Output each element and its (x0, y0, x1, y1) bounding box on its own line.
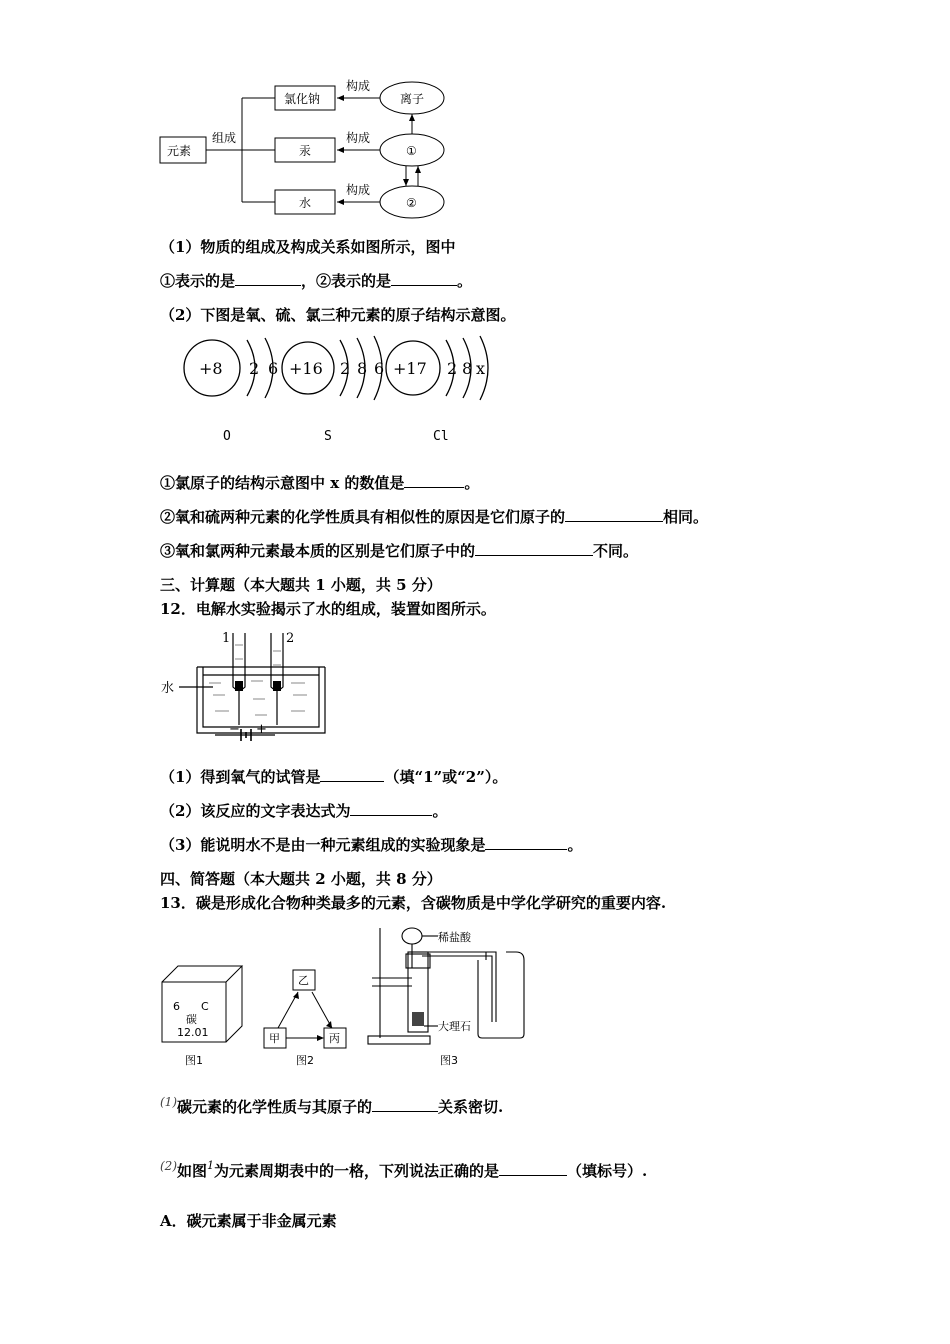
q12-part2-text: （2）该反应的文字表达式为 (160, 802, 351, 820)
q2-blank-2[interactable] (565, 507, 663, 522)
q2-sub2 (160, 506, 708, 527)
tube-2-label: 2 (286, 631, 295, 646)
q13-part2-sup: 1 (207, 1159, 215, 1172)
q1-part1-end: 。 (457, 272, 473, 290)
construct-label-2: 构成 (346, 131, 371, 145)
q13-part1-text: 碳元素的化学性质与其原子的 (177, 1098, 373, 1116)
figure-2-transformation (258, 960, 358, 1070)
delivery-tube (422, 952, 496, 1022)
ion-label: 离子 (400, 92, 425, 106)
water-label: 水 (299, 196, 312, 210)
stand-base (368, 1036, 430, 1044)
node-bing-label: 丙 (329, 1032, 340, 1045)
cell-element-name: 碳 (186, 1013, 197, 1026)
acid-label: 稀盐酸 (438, 931, 471, 944)
compose-label: 组成 (212, 131, 237, 145)
particle-2-label: ② (406, 196, 417, 210)
battery-minus-label: − (229, 722, 240, 737)
q12-blank-1[interactable] (320, 767, 384, 782)
q1-part1-a: ①表示的是 (160, 272, 236, 290)
water-label: 水 (161, 681, 175, 696)
marble-pieces (412, 1012, 424, 1026)
sodium-chloride-label: 氯化钠 (284, 92, 321, 106)
funnel-bulb (402, 928, 422, 944)
collection-bottle (478, 952, 524, 1038)
particle-1-label: ① (406, 144, 417, 158)
q13-part2-end: （填标号）. (567, 1162, 648, 1180)
marble-label: 大理石 (438, 1020, 471, 1033)
q12-part2-end: 。 (432, 802, 448, 820)
q1-part1-intro: （1）物质的组成及构成关系如图所示，图中 (160, 238, 456, 256)
q12-part1 (160, 766, 507, 787)
chlorine-shell-1-count: 2 (447, 359, 458, 378)
q12-part1-text: （1）得到氧气的试管是 (160, 768, 321, 786)
oxygen-symbol: O (223, 429, 231, 444)
section-3-heading: 三、计算题（本大题共 1 小题，共 5 分） (160, 576, 442, 594)
q13-option-a[interactable]: A．碳元素属于非金属元素 (160, 1212, 337, 1230)
oxygen-shell-2-count: 6 (268, 359, 279, 378)
cell-atomic-mass: 12.01 (177, 1026, 209, 1039)
q13-title: 13．碳是形成化合物种类最多的元素，含碳物质是中学化学研究的重要内容. (160, 894, 667, 912)
oxygen-nucleus-charge: +8 (199, 359, 223, 378)
construct-label-1: 构成 (346, 79, 371, 93)
electrode-1 (235, 681, 243, 691)
element-label: 元素 (167, 144, 192, 158)
q2-sub2-text: ②氧和硫两种元素的化学性质具有相似性的原因是它们原子的 (160, 508, 566, 526)
composition-diagram (150, 70, 470, 230)
chlorine-nucleus-charge: +17 (393, 359, 427, 378)
q2-sub1-text: ①氯原子的结构示意图中 x 的数值是 (160, 474, 405, 492)
q12-part3-end: 。 (567, 836, 583, 854)
electrolysis-apparatus (155, 625, 335, 743)
inner-trough (203, 667, 319, 727)
q13-part2-text: 如图 (177, 1162, 208, 1180)
atomic-structure-diagrams (175, 332, 515, 452)
q1-part1-b: ，②表示的是 (301, 272, 392, 290)
q1-part2: （2）下图是氧、硫、氯三种元素的原子结构示意图。 (160, 306, 516, 324)
figure-1-periodic-cell (155, 960, 245, 1070)
battery-plus-label: + (256, 722, 267, 737)
q13-blank-1[interactable] (372, 1097, 438, 1112)
figure-2-caption: 图2 (296, 1054, 314, 1067)
sulfur-shell-1-count: 2 (340, 359, 351, 378)
q13-part1-number: (1) (160, 1095, 177, 1109)
q12-title: 12．电解水实验揭示了水的组成，装置如图所示。 (160, 600, 496, 618)
figure-3-caption: 图3 (440, 1054, 458, 1067)
q12-blank-3[interactable] (485, 835, 567, 850)
q12-part3 (160, 834, 582, 855)
q2-blank-3[interactable] (475, 541, 593, 556)
mercury-label: 汞 (299, 144, 312, 158)
q13-part1 (160, 1096, 503, 1117)
section-4-heading: 四、简答题（本大题共 2 小题，共 8 分） (160, 870, 442, 888)
q13-part1-end: 关系密切. (438, 1098, 504, 1116)
q2-sub3-end: 不同。 (593, 542, 639, 560)
figure-1-caption: 图1 (185, 1054, 203, 1067)
q1-blank-2[interactable] (391, 271, 457, 286)
sulfur-shell-2-count: 8 (357, 359, 368, 378)
q2-sub2-end: 相同。 (663, 508, 709, 526)
electrode-2 (273, 681, 281, 691)
q2-sub1 (160, 472, 479, 493)
q12-blank-2[interactable] (350, 801, 432, 816)
q2-sub3-text: ③氧和氯两种元素最本质的区别是它们原子中的 (160, 542, 476, 560)
q2-sub3 (160, 540, 638, 561)
oxygen-shell-1-count: 2 (249, 359, 260, 378)
q12-part3-text: （3）能说明水不是由一种元素组成的实验现象是 (160, 836, 486, 854)
construct-label-3: 构成 (346, 183, 371, 197)
tube-1-label: 1 (222, 631, 231, 646)
q12-part2 (160, 800, 447, 821)
q12-part1-end: （填“1”或“2”）。 (384, 768, 508, 786)
node-yi-label: 乙 (298, 974, 309, 987)
q13-part2 (160, 1160, 647, 1181)
chlorine-shell-3-count: x (476, 359, 486, 378)
sulfur-symbol: S (324, 429, 332, 444)
q2-sub1-end: 。 (464, 474, 480, 492)
q1-blank-1[interactable] (235, 271, 301, 286)
cell-atomic-number: 6 (173, 1000, 180, 1013)
q2-blank-1[interactable] (404, 473, 464, 488)
chlorine-shell-2-count: 8 (462, 359, 473, 378)
node-jia-label: 甲 (269, 1032, 280, 1045)
figure-3-gas-apparatus (360, 922, 550, 1070)
sulfur-shell-3-count: 6 (374, 359, 385, 378)
q1-part1-blanks (160, 270, 472, 291)
q13-blank-2[interactable] (499, 1161, 567, 1176)
chlorine-symbol: Cl (433, 429, 449, 444)
q13-part2-number: (2) (160, 1159, 177, 1173)
cell-symbol: C (201, 1000, 209, 1013)
q13-part2-text-b: 为元素周期表中的一格，下列说法正确的是 (214, 1162, 500, 1180)
sulfur-nucleus-charge: +16 (289, 359, 323, 378)
